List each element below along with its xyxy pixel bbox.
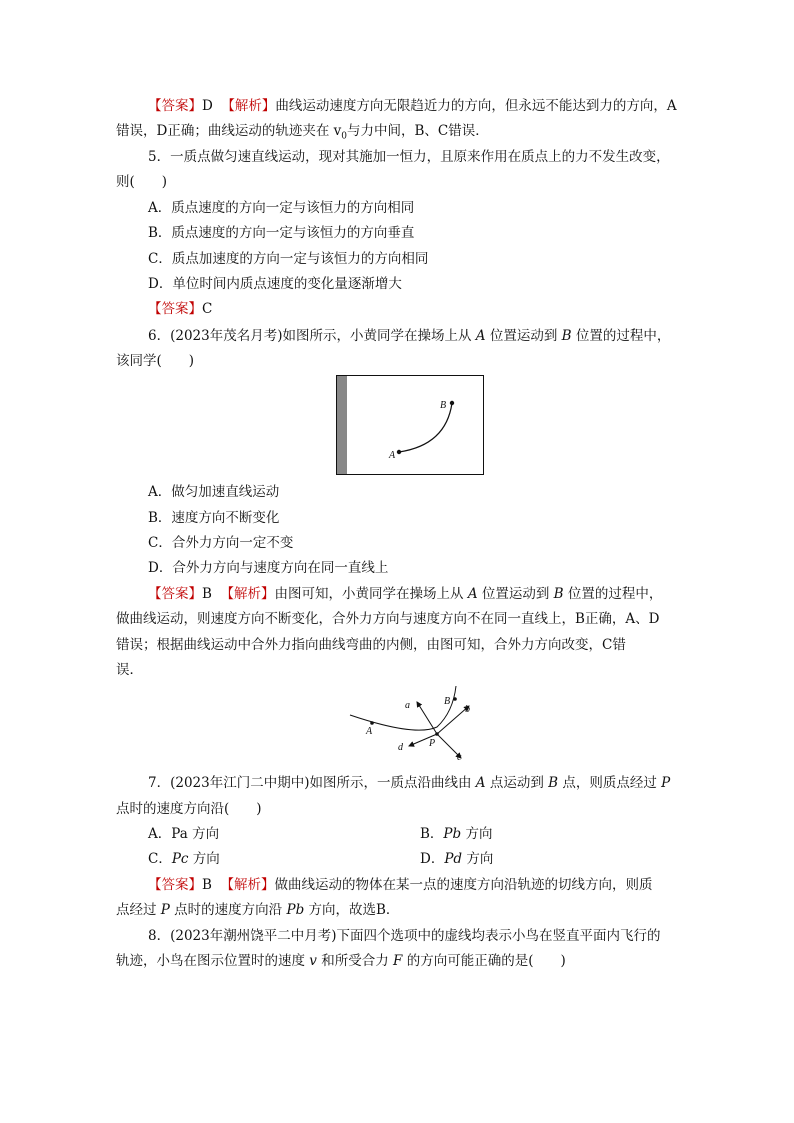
answer-value: C <box>202 301 213 317</box>
point-a: A <box>475 328 486 344</box>
stem-text: 6．(2023年茂名月考)如图所示，小黄同学在操场上从 <box>148 328 476 344</box>
option-letter: B． <box>420 826 444 842</box>
analysis-text: 点时的速度方向沿 <box>169 902 287 918</box>
point-p: P <box>160 902 170 918</box>
option-vector: Pb <box>443 826 462 842</box>
option-vector: Pc <box>171 851 189 867</box>
question-5-stem-cont: 则( ) <box>116 174 168 190</box>
figure-wall <box>337 376 347 474</box>
label-d-arrow: d <box>398 742 403 753</box>
symbol-v: v <box>309 953 317 969</box>
curve-velocity-figure <box>345 682 485 762</box>
question-6-stem <box>148 326 670 346</box>
analysis-label: 【解析】 <box>220 877 275 893</box>
analysis-text: 位置的过程中， <box>563 586 663 602</box>
point-b: B <box>548 775 559 791</box>
analysis-text: 曲线运动速度方向无限趋近力的方向，但永远不能达到力的方向，A <box>275 98 677 114</box>
analysis-line <box>116 121 489 147</box>
path-curve <box>350 686 456 730</box>
option-text: 方向 <box>462 851 494 867</box>
label-point-p: P <box>429 738 436 749</box>
point-b: B <box>553 586 564 602</box>
option-text: 方向 <box>461 826 493 842</box>
question-6-option-c: C．合外力方向一定不变 <box>148 535 294 551</box>
question-7-option-b <box>420 824 492 844</box>
point-a: A <box>467 586 478 602</box>
option-letter: C． <box>148 851 172 867</box>
point-p: P <box>661 775 671 791</box>
question-7-option-d <box>420 849 493 869</box>
stem-text: 7．(2023年江门二中期中)如图所示，一质点沿曲线由 <box>148 775 476 791</box>
question-5-option-d: D．单位时间内质点速度的变化量逐渐增大 <box>148 276 402 292</box>
stem-text: 点，则质点经过 <box>558 775 662 791</box>
label-a-arrow: a <box>405 700 410 711</box>
analysis-text: 与力中间，B、C错误． <box>346 123 489 139</box>
point-b-dot <box>450 401 454 405</box>
symbol-f: F <box>393 953 403 969</box>
analysis-label: 【解析】 <box>221 98 276 114</box>
stem-text: 点运动到 <box>485 775 549 791</box>
point-a: A <box>475 775 486 791</box>
figure-frame <box>337 376 484 475</box>
subscript: 0 <box>341 131 347 142</box>
question-7-stem-cont: 点时的速度方向沿( ) <box>116 801 262 817</box>
question-5-option-a: A．质点速度的方向一定与该恒力的方向相同 <box>148 200 415 216</box>
question-7-option-a: A．Pa 方向 <box>148 826 220 842</box>
label-b-arrow: b <box>465 704 470 715</box>
question-7-stem <box>148 773 670 793</box>
point-a-dot <box>397 450 401 454</box>
question-6-option-b: B．速度方向不断变化 <box>148 510 280 526</box>
question-5-stem: 5．一质点做匀速直线运动，现对其施加一恒力，且原来作用在质点上的力不发生改变， <box>148 149 670 165</box>
stem-text: 位置的过程中， <box>571 328 671 344</box>
question-8-stem: 8．(2023年潮州饶平二中月考)下面四个选项中的虚线均表示小鸟在竖直平面内飞行的 <box>148 928 661 944</box>
label-point-b: B <box>444 696 451 707</box>
answer-line-4 <box>148 96 677 116</box>
analysis-line: 误． <box>116 662 143 678</box>
analysis-text: 由图可知，小黄同学在操场上从 <box>274 586 468 602</box>
question-6-stem-cont: 该同学( ) <box>116 353 195 369</box>
option-text: 方向 <box>188 851 220 867</box>
point-b-dot <box>453 697 457 701</box>
question-7-option-c <box>148 849 220 869</box>
playground-figure <box>336 375 486 476</box>
stem-text: 的方向可能正确的是( ) <box>402 953 566 969</box>
option-letter: D． <box>420 851 445 867</box>
vector-pb: Pb <box>286 902 305 918</box>
answer-value: B <box>202 877 212 893</box>
label-b: B <box>440 400 447 411</box>
analysis-text: 点经过 <box>116 902 161 918</box>
point-b: B <box>561 328 572 344</box>
answer-line-7 <box>148 875 653 895</box>
answer-value: B <box>202 586 212 602</box>
point-a-dot <box>370 721 374 725</box>
label-c-arrow: c <box>457 752 462 762</box>
answer-label: 【答案】 <box>148 586 202 602</box>
analysis-line <box>116 900 399 920</box>
label-point-a: A <box>366 726 373 737</box>
question-6-option-d: D．合外力方向与速度方向在同一直线上 <box>148 560 389 576</box>
answer-label: 【答案】 <box>148 98 202 114</box>
analysis-text: 错误，D正确；曲线运动的轨迹夹在 v <box>116 123 342 139</box>
analysis-line: 做曲线运动，则速度方向不断变化，合外力方向与速度方向不在同一直线上，B正确，A、D <box>116 611 660 627</box>
point-p-dot <box>435 732 439 736</box>
question-6-option-a: A．做匀加速直线运动 <box>148 484 280 500</box>
question-5-option-c: C．质点加速度的方向一定与该恒力的方向相同 <box>148 251 429 267</box>
answer-line-5 <box>148 299 212 319</box>
analysis-label: 【解析】 <box>220 586 275 602</box>
question-8-stem-cont <box>116 951 566 971</box>
option-vector: Pd <box>444 851 463 867</box>
answer-value: D <box>202 98 213 114</box>
label-a: A <box>389 450 396 461</box>
analysis-line: 错误；根据曲线运动中合外力指向曲线弯曲的内侧，由图可知，合外力方向改变，C错 <box>116 637 626 653</box>
stem-text: 轨迹，小鸟在图示位置时的速度 <box>116 953 310 969</box>
analysis-text: 做曲线运动的物体在某一点的速度方向沿轨迹的切线方向，则质 <box>274 877 653 893</box>
analysis-text: 位置运动到 <box>477 586 554 602</box>
answer-line-6 <box>148 584 662 604</box>
question-5-option-b: B．质点速度的方向一定与该恒力的方向垂直 <box>148 225 415 241</box>
answer-label: 【答案】 <box>148 301 202 317</box>
analysis-text: 方向，故选B． <box>304 902 400 918</box>
stem-text: 和所受合力 <box>316 953 394 969</box>
answer-label: 【答案】 <box>148 877 202 893</box>
stem-text: 位置运动到 <box>485 328 562 344</box>
